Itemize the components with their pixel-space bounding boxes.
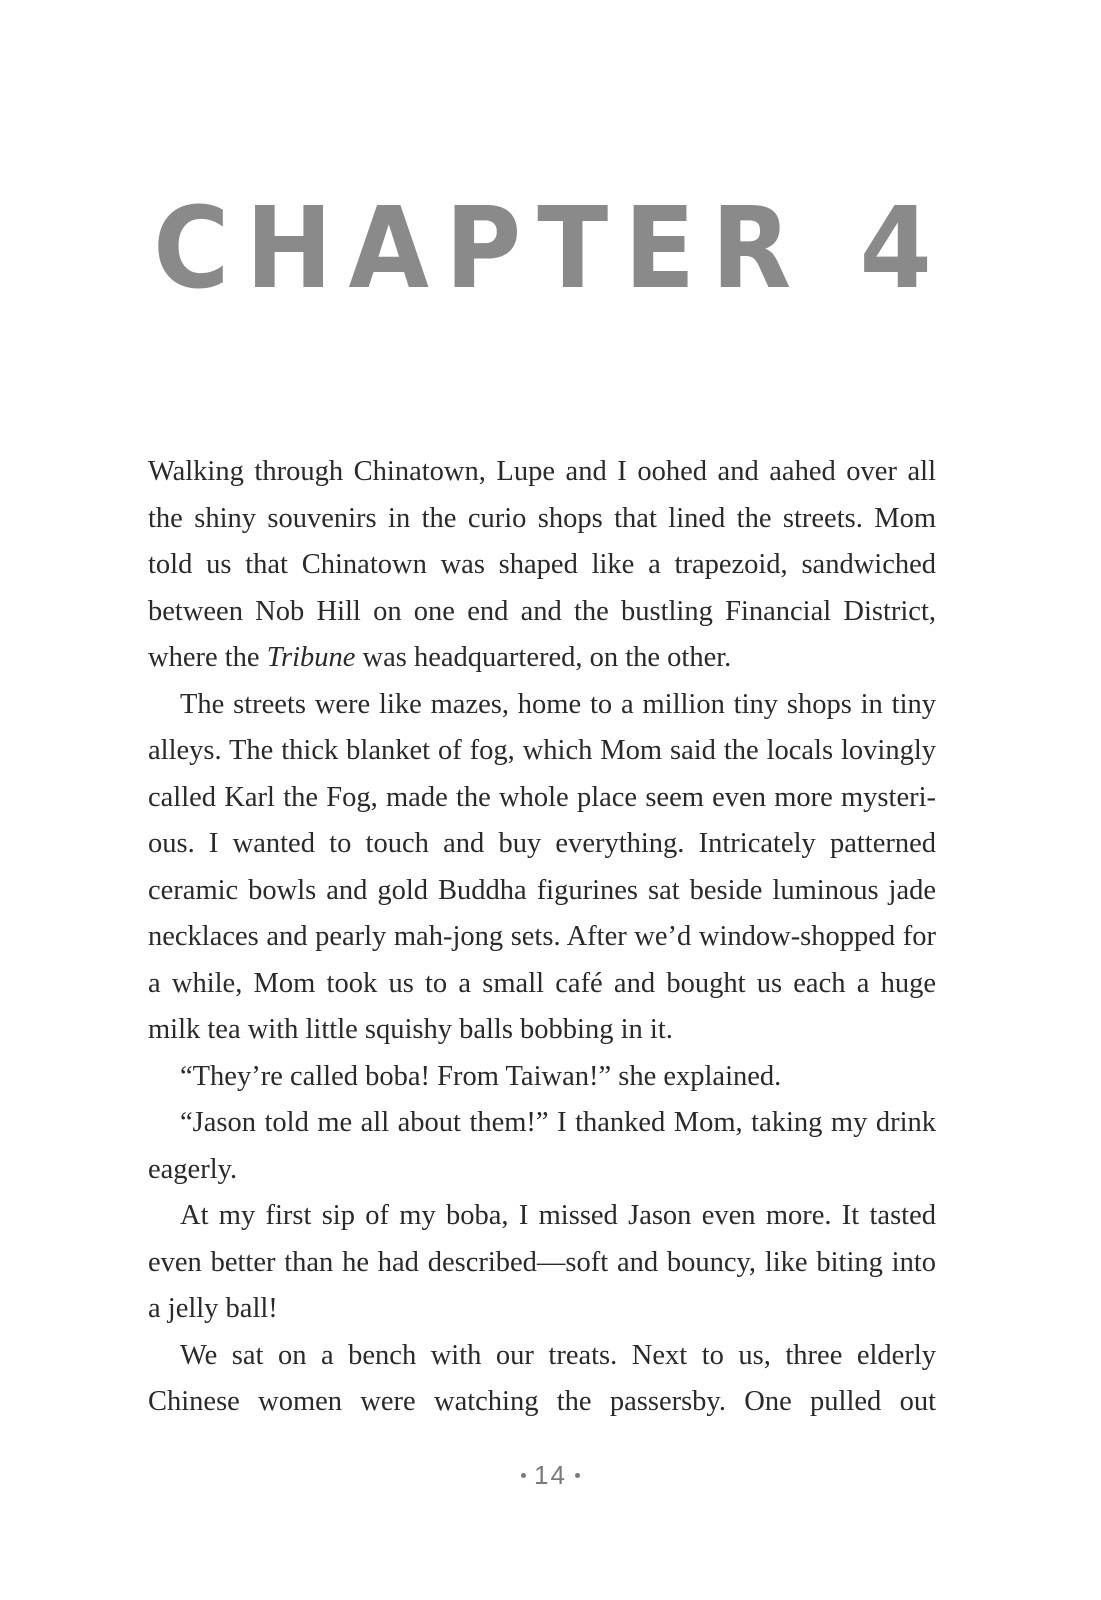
bullet-dot-icon: [575, 1473, 580, 1478]
paragraph: We sat on a bench with our treats. Next to us, three elderly Chinese women were watching the passersby. One pulled out: [148, 1339, 936, 1417]
paragraph-text: Walking through Chinatown, Lupe and I oohed and aahed over all the shiny souvenirs in the curio shops that lined the streets. Mom told us that Chinatown was shaped like a trapezoid, sandwiched between Nob Hill on one end and the bustling Financial District, where the: [148, 456, 936, 673]
paragraph: “Jason told me all about them!” I thanked Mom, taking my drink eagerly.: [148, 1107, 936, 1185]
chapter-heading: CHAPTER 4: [153, 182, 948, 314]
page-number: [0, 1460, 1101, 1491]
paragraph: The streets were like mazes, home to a million tiny shops in tiny alleys. The thick blanket of fog, which Mom said the locals lovingly called Karl the Fog, made the whole place seem even more mysteri-ous. I wanted to touch and buy everything. Intricately patterned ceramic bowls and gold Buddha figurines sat beside luminous jade necklaces and pearly mah-jong sets. After we’d window-shopped for a while, Mom took us to a small café and bought us each a huge milk tea with little squishy balls bobbing in it.: [148, 688, 936, 1045]
page-number-text: 14: [534, 1460, 567, 1490]
body-text: [148, 449, 936, 1426]
italic-publication-name: Tribune: [266, 642, 356, 673]
paragraph: “They’re called boba! From Taiwan!” she explained.: [180, 1060, 782, 1092]
paragraph: [148, 449, 936, 682]
bullet-dot-icon: [521, 1473, 526, 1478]
paragraph-text: was headquartered, on the other.: [355, 642, 732, 673]
paragraph: At my first sip of my boba, I missed Jason even more. It tasted even better than he had described—soft and bouncy, like biting into a jelly ball!: [148, 1200, 936, 1324]
